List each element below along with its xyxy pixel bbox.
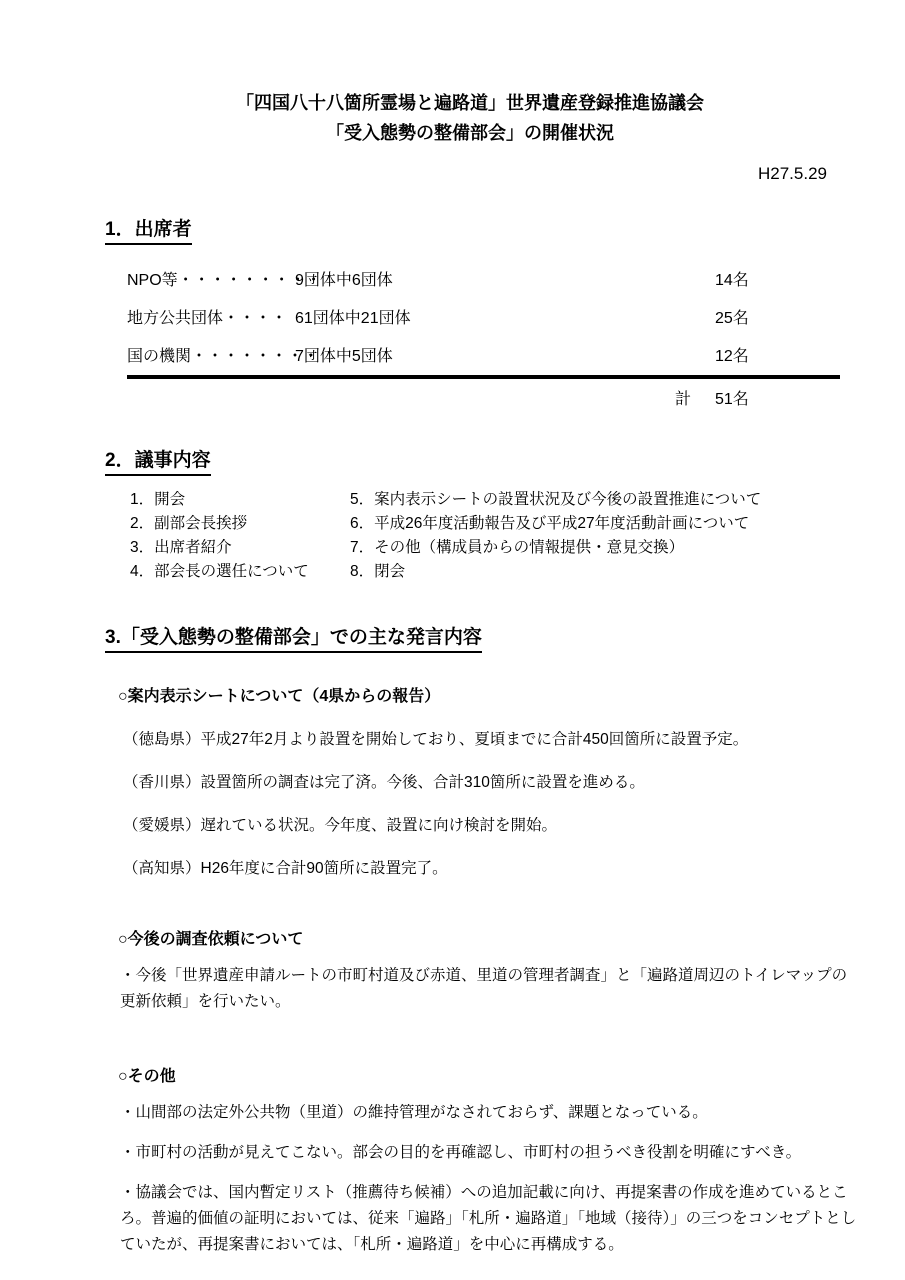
section2-heading: 2．議事内容 bbox=[105, 445, 835, 476]
bullet-paragraph: ・山間部の法定外公共物（里道）の維持管理がなされておらず、課題となっている。 bbox=[120, 1104, 708, 1121]
attendee-value: 61団体中21団体 bbox=[295, 309, 411, 327]
attendee-table bbox=[127, 259, 840, 415]
agenda-left-column bbox=[130, 488, 350, 584]
attendee-row bbox=[127, 297, 840, 335]
total-row bbox=[127, 379, 840, 415]
attendee-label: 地方公共団体・・・・ bbox=[127, 309, 288, 327]
agenda-item: 3．出席者紹介 bbox=[130, 539, 232, 556]
document-title bbox=[105, 88, 835, 148]
spacer bbox=[105, 1015, 835, 1033]
bullet-paragraph: ・市町村の活動が見えてこない。部会の目的を再確認し、市町村の担うべき役割を明確にすべき。 bbox=[120, 1144, 802, 1161]
agenda-item: 7．その他（構成員からの情報提供・意見交換） bbox=[350, 539, 685, 556]
attendee-value: 9団体中6団体 bbox=[295, 271, 393, 289]
total-value: 51名 bbox=[715, 390, 749, 408]
attendee-row bbox=[127, 259, 840, 297]
document-date: H27.5.29 bbox=[758, 164, 827, 183]
subsection-heading-other: ○その他 bbox=[118, 1068, 176, 1085]
agenda-list bbox=[130, 488, 835, 584]
prefecture-report-tokushima: （徳島県）平成27年2月より設置を開始しており、夏頃までに合計450回箇所に設置予定。 bbox=[123, 731, 749, 748]
attendee-label: NPO等・・・・・・・・・ bbox=[127, 271, 322, 289]
bullet-paragraph: ・今後「世界遺産申請ルートの市町村道及び赤道、里道の管理者調査」と「遍路道周辺のトイレマップの更新依頼」を行いたい。 bbox=[120, 967, 848, 1010]
agenda-item: 6．平成26年度活動報告及び平成27年度活動計画について bbox=[350, 515, 750, 532]
attendee-label: 国の機関・・・・・・・・ bbox=[127, 347, 320, 365]
agenda-item: 8．閉会 bbox=[350, 563, 406, 580]
agenda-item: 5．案内表示シートの設置状況及び今後の設置推進について bbox=[350, 491, 762, 508]
title-line-2: 「受入態勢の整備部会」の開催状況 bbox=[326, 123, 614, 143]
subsection-heading-survey-request: ○今後の調査依頼について bbox=[118, 931, 304, 948]
prefecture-report-kagawa: （香川県）設置箇所の調査は完了済。今後、合計310箇所に設置を進める。 bbox=[123, 774, 645, 791]
attendee-count: 25名 bbox=[715, 309, 749, 327]
agenda-item: 2．副部会長挨拶 bbox=[130, 515, 248, 532]
total-label: 計 bbox=[674, 390, 691, 408]
spacer bbox=[105, 878, 835, 896]
attendee-value: 7団体中5団体 bbox=[295, 347, 393, 365]
attendee-row bbox=[127, 335, 840, 373]
bullet-paragraph: ・協議会では、国内暫定リスト（推薦待ち候補）への追加記載に向け、再提案書の作成を進めているところ。普遍的価値の証明においては、従来「遍路」「札所・遍路道」「地域（接待）」の三つをコンセプトとしていたが、再提案書においては、「札所・遍路道」を中心に再構成する。 bbox=[120, 1184, 857, 1253]
agenda-item: 4．部会長の選任について bbox=[130, 563, 309, 580]
section1-heading: 1．出席者 bbox=[105, 214, 835, 245]
attendee-count: 12名 bbox=[715, 347, 749, 365]
prefecture-report-kochi: （高知県）H26年度に合計90箇所に設置完了。 bbox=[123, 860, 448, 877]
attendee-count: 14名 bbox=[715, 271, 749, 289]
prefecture-report-ehime: （愛媛県）遅れている状況。今年度、設置に向け検討を開始。 bbox=[123, 817, 558, 834]
title-line-1: 「四国八十八箇所霊場と遍路道」世界遺産登録推進協議会 bbox=[236, 93, 704, 113]
section3-heading: 3.「受入態勢の整備部会」での主な発言内容 bbox=[105, 622, 835, 653]
agenda-item: 1．開会 bbox=[130, 491, 186, 508]
subsection-heading-signsheets: ○案内表示シートについて（4県からの報告） bbox=[118, 688, 441, 705]
agenda-right-column bbox=[350, 488, 835, 584]
